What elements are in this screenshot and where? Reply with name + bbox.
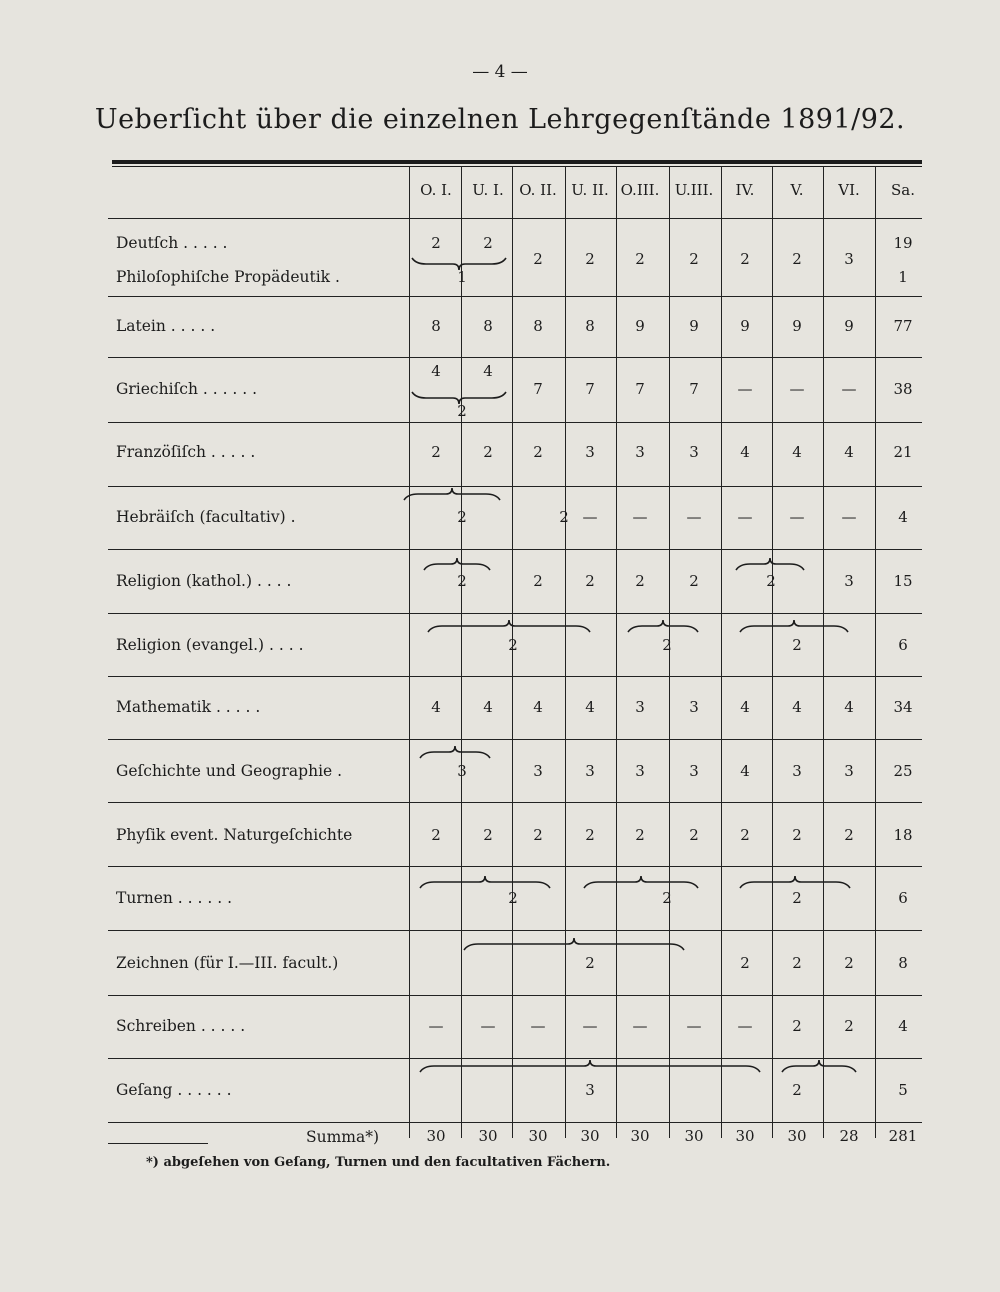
cell-value: 4: [483, 698, 493, 716]
column-header: O.III.: [620, 181, 660, 199]
cell-value: 2: [483, 443, 493, 461]
summa-value: 30: [528, 1127, 548, 1145]
cell-value: 2: [508, 636, 518, 654]
row-rule: [108, 549, 922, 550]
row-label: Geſang . . . . . .: [116, 1081, 232, 1099]
cell-value: 8: [585, 317, 595, 335]
cell-value: 9: [740, 317, 750, 335]
cell-value: 4: [792, 698, 802, 716]
cell-value: 21: [893, 443, 913, 461]
cell-value: —: [632, 508, 648, 526]
column-rule: [823, 166, 824, 1138]
row-label: Phyſik event. Naturgeſchichte: [116, 826, 353, 844]
row-label: Hebräiſch (facultativ) .: [116, 508, 296, 526]
cell-value: 7: [585, 380, 595, 398]
cell-value: 7: [635, 380, 645, 398]
summa-value: 30: [630, 1127, 650, 1145]
cell-value: —: [737, 380, 753, 398]
cell-value: 18: [893, 826, 913, 844]
row-rule: [108, 613, 922, 614]
cell-value: 4: [533, 698, 543, 716]
grouping-brace: [464, 938, 684, 950]
cell-value: 2: [457, 572, 467, 590]
cell-value: 2: [533, 572, 543, 590]
column-rule: [565, 166, 566, 1138]
cell-value: 2: [585, 250, 595, 268]
row-rule: [108, 357, 922, 358]
cell-value: 2: [585, 954, 595, 972]
cell-value: 2: [792, 954, 802, 972]
cell-value: 8: [533, 317, 543, 335]
cell-value: 4: [431, 362, 441, 380]
cell-value: 2: [533, 826, 543, 844]
column-header: V.: [790, 181, 804, 199]
summa-value: 281: [888, 1127, 918, 1145]
cell-value: 4: [844, 698, 854, 716]
summa-value: 30: [684, 1127, 704, 1145]
cell-value: 9: [689, 317, 699, 335]
cell-value: 1: [898, 268, 908, 286]
cell-value: 4: [844, 443, 854, 461]
cell-value: 2: [740, 250, 750, 268]
row-label: Religion (kathol.) . . . .: [116, 572, 292, 590]
cell-value: 2: [508, 889, 518, 907]
summa-value: 30: [787, 1127, 807, 1145]
cell-value: 9: [635, 317, 645, 335]
column-header: Sa.: [891, 181, 915, 199]
cell-value: 2: [533, 250, 543, 268]
page-number: — 4 —: [472, 62, 528, 82]
cell-value: 3: [844, 762, 854, 780]
row-label: Schreiben . . . . .: [116, 1017, 246, 1035]
grouping-brace: [420, 876, 550, 888]
column-rule: [721, 166, 722, 1138]
row-label: Latein . . . . .: [116, 317, 216, 335]
grouping-brace: [740, 620, 848, 632]
cell-value: 2: [792, 1081, 802, 1099]
cell-value: 25: [893, 762, 913, 780]
cell-value: 6: [898, 636, 908, 654]
summa-value: 30: [426, 1127, 446, 1145]
cell-value: 2: [533, 443, 543, 461]
row-label: Griechiſch . . . . . .: [116, 380, 258, 398]
cell-value: 3: [585, 443, 595, 461]
column-rule: [772, 166, 773, 1138]
column-header: IV.: [735, 181, 755, 199]
column-rule: [461, 166, 462, 1138]
row-label: Mathematik . . . . .: [116, 698, 261, 716]
row-rule: [108, 1058, 922, 1059]
column-rule: [616, 166, 617, 1138]
grouping-brace: [584, 876, 698, 888]
cell-value: 2: [635, 572, 645, 590]
row-rule: [108, 866, 922, 867]
cell-value: 3: [585, 1081, 595, 1099]
grouping-brace: [420, 1060, 760, 1072]
cell-value: —: [789, 380, 805, 398]
cell-value: —: [686, 1017, 702, 1035]
cell-value: —: [632, 1017, 648, 1035]
row-rule: [108, 296, 922, 297]
cell-value: 2: [431, 234, 441, 252]
cell-value: 15: [893, 572, 913, 590]
cell-value: 2: [766, 572, 776, 590]
cell-value: 2: [483, 826, 493, 844]
cell-value: 2: [792, 636, 802, 654]
cell-value: 2: [457, 508, 467, 526]
cell-value: 2: [740, 826, 750, 844]
cell-value: 2: [740, 954, 750, 972]
cell-value: 38: [893, 380, 913, 398]
row-label: Philoſophiſche Propädeutik .: [116, 268, 340, 286]
cell-value: 3: [689, 443, 699, 461]
cell-value: —: [686, 508, 702, 526]
cell-value: 2: [689, 826, 699, 844]
cell-value: 3: [689, 698, 699, 716]
cell-value: 2: [689, 572, 699, 590]
summa-value: 30: [478, 1127, 498, 1145]
cell-value: 2: [792, 1017, 802, 1035]
summa-left-rule: [108, 1143, 208, 1144]
row-label: Religion (evangel.) . . . .: [116, 636, 304, 654]
row-rule: [108, 1122, 922, 1123]
cell-value: —: [841, 380, 857, 398]
summa-label: Summa*): [306, 1128, 380, 1146]
cell-value: 3: [457, 762, 467, 780]
row-label: Turnen . . . . . .: [116, 889, 232, 907]
row-rule: [108, 486, 922, 487]
column-header: O. II.: [519, 181, 557, 199]
column-header: O. I.: [420, 181, 452, 199]
cell-value: 2: [635, 250, 645, 268]
row-rule: [108, 218, 922, 219]
cell-value: 2: [635, 826, 645, 844]
cell-value: 9: [844, 317, 854, 335]
cell-value: —: [789, 508, 805, 526]
summa-value: 30: [735, 1127, 755, 1145]
cell-value: —: [428, 1017, 444, 1035]
cell-value: 2: [431, 826, 441, 844]
column-rule: [875, 166, 876, 1138]
summa-value: 30: [580, 1127, 600, 1145]
cell-value: 2: [585, 572, 595, 590]
column-header: U. I.: [472, 181, 504, 199]
cell-value: 3: [585, 762, 595, 780]
cell-value: 3: [689, 762, 699, 780]
footnote: *) abgeſehen von Geſang, Turnen und den facultativen Fächern.: [146, 1155, 611, 1170]
cell-value: 2: [844, 826, 854, 844]
cell-value: 2: [585, 826, 595, 844]
grouping-brace: [404, 488, 500, 500]
row-rule: [108, 995, 922, 996]
cell-value: 3: [844, 250, 854, 268]
cell-value: 7: [689, 380, 699, 398]
row-label: Zeichnen (für I.—III. facult.): [116, 954, 339, 972]
row-rule: [108, 930, 922, 931]
column-header: U. II.: [571, 181, 609, 199]
row-label: Franzöſiſch . . . . .: [116, 443, 256, 461]
row-rule: [108, 422, 922, 423]
cell-value: 2: [689, 250, 699, 268]
cell-value: 4: [898, 508, 908, 526]
row-label: Geſchichte und Geographie .: [116, 762, 343, 780]
cell-value: 8: [898, 954, 908, 972]
row-rule: [108, 802, 922, 803]
cell-value: 3: [635, 443, 645, 461]
cell-value: 2: [559, 508, 569, 526]
cell-value: 4: [740, 762, 750, 780]
cell-value: 4: [792, 443, 802, 461]
cell-value: 2: [792, 826, 802, 844]
page-title: Ueberſicht über die einzelnen Lehrgegenſtände 1891/92.: [94, 104, 906, 135]
cell-value: 34: [893, 698, 913, 716]
cell-value: 2: [431, 443, 441, 461]
row-rule: [108, 676, 922, 677]
cell-value: —: [582, 508, 598, 526]
cell-value: 2: [483, 234, 493, 252]
cell-value: 2: [662, 636, 672, 654]
cell-value: —: [480, 1017, 496, 1035]
cell-value: 4: [431, 698, 441, 716]
cell-value: 2: [457, 402, 467, 420]
cell-value: 4: [585, 698, 595, 716]
column-header: U.III.: [674, 181, 714, 199]
cell-value: 6: [898, 889, 908, 907]
grouping-brace: [782, 1060, 856, 1072]
cell-value: 7: [533, 380, 543, 398]
cell-value: —: [841, 508, 857, 526]
cell-value: 3: [844, 572, 854, 590]
header-rule-thick: [112, 160, 922, 164]
cell-value: 2: [792, 250, 802, 268]
cell-value: 3: [533, 762, 543, 780]
cell-value: 9: [792, 317, 802, 335]
summa-value: 28: [839, 1127, 859, 1145]
grouping-brace: [420, 746, 490, 758]
grouping-brace: [740, 876, 850, 888]
grouping-brace: [736, 558, 804, 570]
cell-value: 2: [844, 954, 854, 972]
cell-value: 3: [792, 762, 802, 780]
cell-value: 19: [893, 234, 913, 252]
cell-value: 3: [635, 698, 645, 716]
cell-value: —: [737, 508, 753, 526]
header-rule-thin: [112, 166, 922, 167]
cell-value: 1: [457, 268, 467, 286]
row-rule: [108, 739, 922, 740]
cell-value: 2: [844, 1017, 854, 1035]
cell-value: 8: [483, 317, 493, 335]
cell-value: 8: [431, 317, 441, 335]
cell-value: 3: [635, 762, 645, 780]
cell-value: —: [530, 1017, 546, 1035]
cell-value: 4: [483, 362, 493, 380]
column-rule: [409, 166, 410, 1138]
cell-value: 4: [740, 443, 750, 461]
cell-value: 2: [792, 889, 802, 907]
row-label: Deutſch . . . . .: [116, 234, 228, 252]
cell-value: 77: [893, 317, 913, 335]
cell-value: —: [582, 1017, 598, 1035]
grouping-brace: [424, 558, 490, 570]
grouping-brace: [628, 620, 698, 632]
cell-value: —: [737, 1017, 753, 1035]
cell-value: 4: [898, 1017, 908, 1035]
cell-value: 4: [740, 698, 750, 716]
cell-value: 2: [662, 889, 672, 907]
column-header: VI.: [838, 181, 860, 199]
cell-value: 5: [898, 1081, 908, 1099]
